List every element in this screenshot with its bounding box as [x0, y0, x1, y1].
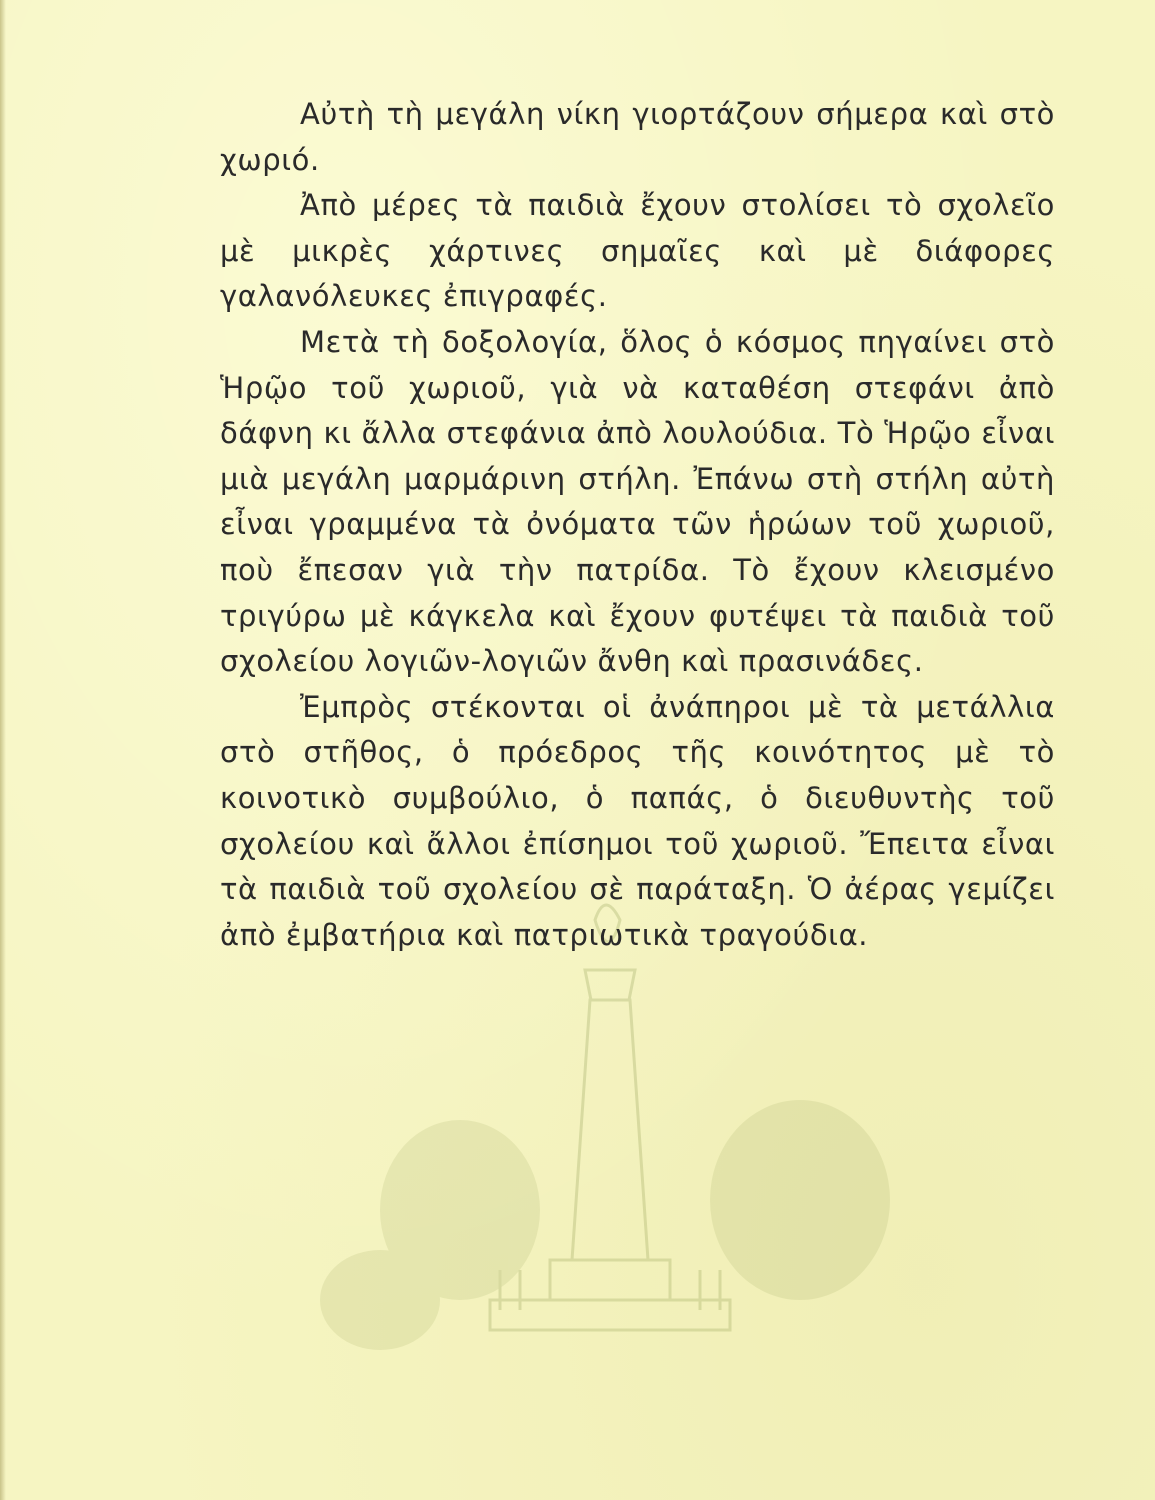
bleed-through-monument-illustration	[200, 880, 1100, 1440]
paragraph-2: Ἀπὸ μέρες τὰ παιδιὰ ἔχουν στολίσει τὸ σχολεῖο μὲ μικρὲς χάρτινες σημαῖες καὶ μὲ διάφορες γαλανόλευκες ἐπιγραφές.	[220, 188, 1055, 314]
paragraph-3: Μετὰ τὴ δοξολογία, ὅλος ὁ κόσμος πηγαίνει στὸ Ἡρῷο τοῦ χωριοῦ, γιὰ νὰ καταθέση στεφάνι ἀπὸ δάφνη κι ἄλλα στεφάνια ἀπὸ λουλούδια. Τὸ Ἡρῷο εἶναι μιὰ μεγάλη μαρμάρινη στήλη. Ἐπάνω στὴ στήλη αὐτὴ εἶναι γραμμένα τὰ ὀνόματα τῶν ἡρώων τοῦ χωριοῦ, ποὺ ἔπεσαν γιὰ τὴν πατρίδα. Τὸ ἔχουν κλεισμένο τριγύρω μὲ κάγκελα καὶ ἔχουν φυτέψει τὰ παιδιὰ τοῦ σχολείου λογιῶν-λογιῶν ἄνθη καὶ πρασινάδες.	[220, 324, 1055, 679]
paragraph-1: Αὐτὴ τὴ μεγάλη νίκη γιορτάζουν σήμερα καὶ στὸ χωριό.	[220, 97, 1055, 177]
page-edge-shadow	[0, 0, 6, 1500]
paragraph-4: Ἐμπρὸς στέκονται οἱ ἀνάπηροι μὲ τὰ μετάλλια στὸ στῆθος, ὁ πρόεδρος τῆς κοινότητος μὲ τὸ κοινοτικὸ συμβούλιο, ὁ παπάς, ὁ διευθυντὴς τοῦ σχολείου καὶ ἄλλοι ἐπίσημοι τοῦ χωριοῦ. Ἔπειτα εἶναι τὰ παιδιὰ τοῦ σχολείου σὲ παράταξη. Ὁ ἀέρας γεμίζει ἀπὸ ἐμβατήρια καὶ πατριωτικὰ τραγούδια.	[220, 689, 1055, 952]
body-text	[220, 92, 1055, 958]
